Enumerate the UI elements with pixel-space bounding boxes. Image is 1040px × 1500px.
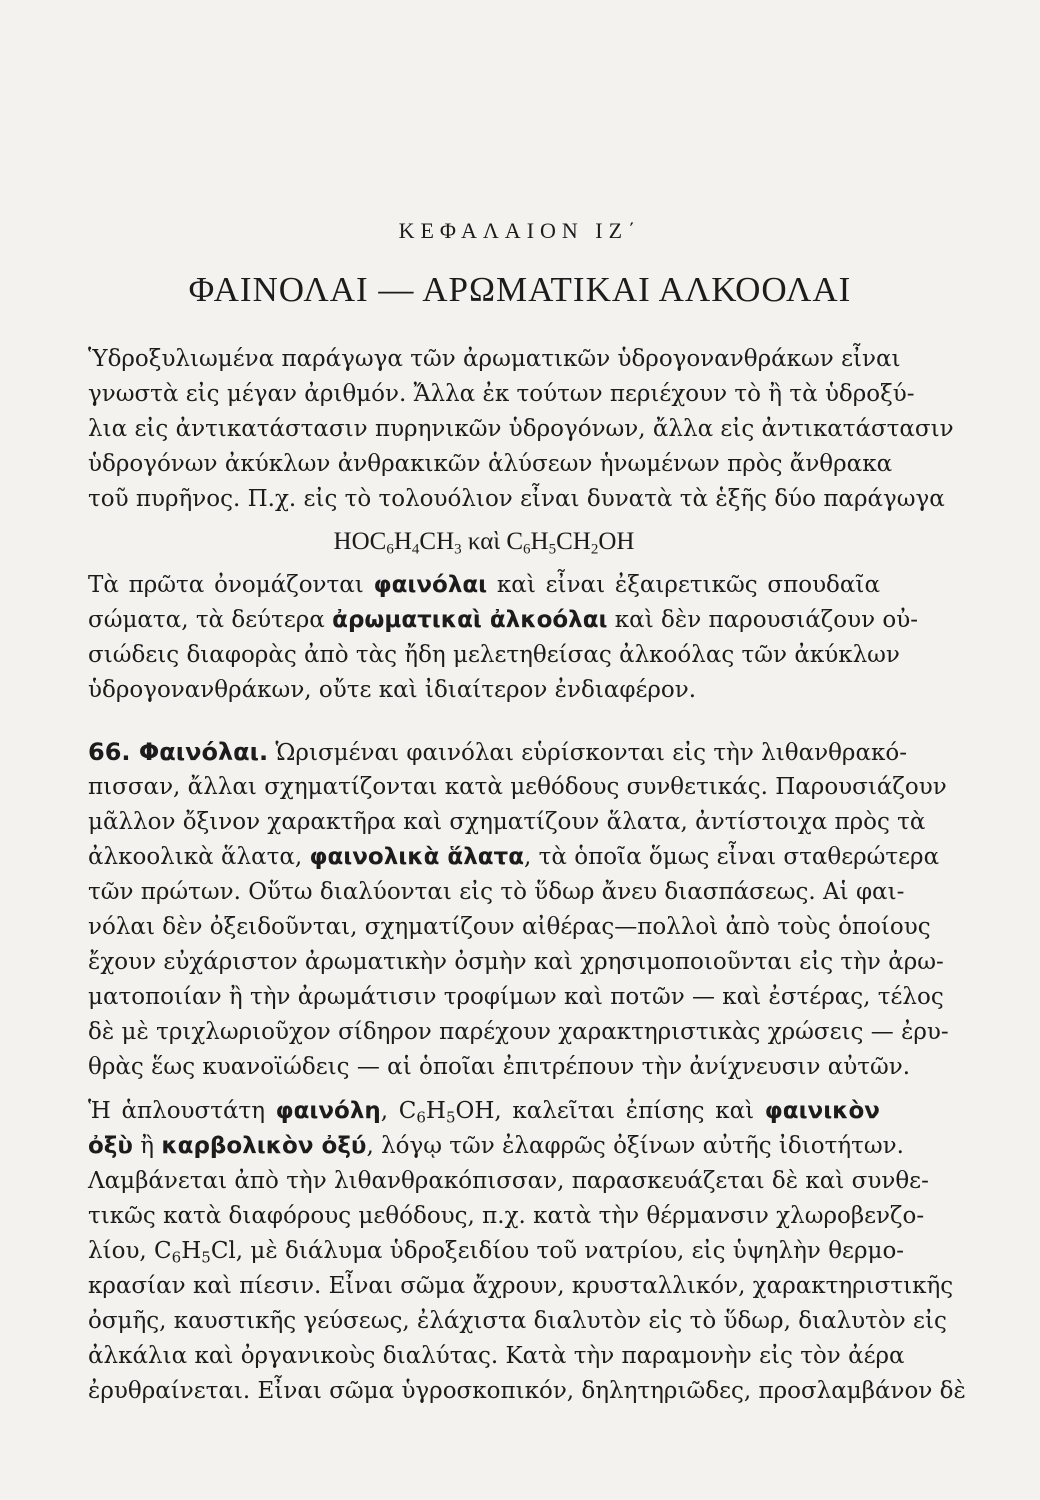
text-segment: , λόγῳ τῶν ἐλαφρῶς ὀξίνων αὐτῆς ἰδιοτήτων. xyxy=(366,1133,904,1159)
subscript: 6 xyxy=(171,1248,182,1267)
text-segment: καὶ δὲν παρουσιάζουν οὐ- xyxy=(607,607,918,633)
text-segment: CH xyxy=(556,528,591,555)
text-line xyxy=(88,1166,929,1196)
text-segment: Λαμβάνεται ἀπὸ τὴν λιθανθρακόπισσαν, παρασκευάζεται δὲ καὶ συνθε- xyxy=(88,1168,929,1194)
text-segment: Ἡ ἁπλουστάτη xyxy=(88,1098,276,1124)
text-segment: H xyxy=(425,1098,446,1124)
text-line xyxy=(88,1236,905,1267)
text-segment: ὀσμῆς, καυστικῆς γεύσεως, ἐλάχιστα διαλυτὸν εἰς τὸ ὕδωρ, διαλυτὸν εἰς xyxy=(88,1308,947,1334)
text-segment: γνωστὰ εἰς μέγαν ἀριθμόν. Ἄλλα ἐκ τούτων περιέχουν τὸ ἢ τὰ ὑδροξύ- xyxy=(88,381,915,407)
text-line xyxy=(88,1271,954,1301)
text-segment: σιώδεις διαφορὰς ἀπὸ τὰς ἤδη μελετηθείσας ἀλκοόλας τῶν ἀκύκλων xyxy=(88,642,900,668)
text-line xyxy=(88,1017,949,1047)
text-line xyxy=(88,947,944,977)
text-segment: καὶ xyxy=(461,528,507,555)
text-segment: Cl, μὲ διάλυμα ὑδροξειδίου τοῦ νατρίου, εἰς ὑψηλὴν θερμο- xyxy=(210,1238,905,1264)
text-segment: ματοποιίαν ἢ τὴν ἀρωμάτισιν τροφίμων καὶ ποτῶν — καὶ ἐστέρας, τέλος xyxy=(88,984,944,1010)
text-segment: τοῦ πυρῆνος. Π.χ. εἰς τὸ τολουόλιον εἶναι δυνατὰ τὰ ἑξῆς δύο παράγωγα xyxy=(88,486,945,512)
text-segment: , τὰ ὁποῖα ὅμως εἶναι σταθερώτερα xyxy=(524,844,940,870)
subscript: 6 xyxy=(523,541,531,558)
text-line xyxy=(88,605,918,635)
text-segment: νόλαι δὲν ὀξειδοῦνται, σχηματίζουν αἰθέρας—πολλοὶ ἀπὸ τοὺς ὁποίους xyxy=(88,914,931,940)
text-line xyxy=(88,1096,880,1126)
text-segment: HOC xyxy=(333,528,387,555)
text-line xyxy=(88,414,954,444)
text-segment: OH, καλεῖται ἐπίσης καὶ xyxy=(455,1098,765,1124)
text-line xyxy=(88,344,901,374)
text-segment: λια εἰς ἀντικατάστασιν πυρηνικῶν ὑδρογόνων, ἄλλα εἰς ἀντικατάστασιν xyxy=(88,416,954,442)
text-segment: ἢ xyxy=(132,1133,162,1159)
text-segment: πισσαν, ἄλλαι σχηματίζονται κατὰ μεθόδους συνθετικάς. Παρουσιάζουν xyxy=(88,774,947,800)
text-segment: H xyxy=(393,528,412,555)
text-segment: τῶν πρώτων. Οὕτω διαλύονται εἰς τὸ ὕδωρ ἄνευ διασπάσεως. Αἱ φαι- xyxy=(88,879,905,905)
subscript: 2 xyxy=(590,541,599,558)
text-line xyxy=(88,772,947,802)
bold-term: φαινικὸν xyxy=(764,1098,880,1124)
section-heading: 66. Φαινόλαι. xyxy=(88,738,269,766)
text-line xyxy=(88,1052,911,1082)
text-line xyxy=(88,737,907,768)
chapter-heading: ΚΕΦΑΛΑΙΟΝ ΙΖ΄ xyxy=(398,218,642,243)
text-segment: CH xyxy=(419,528,455,555)
chemical-formula xyxy=(88,527,880,557)
subscript: 3 xyxy=(454,541,462,558)
bold-term: φαινόλη xyxy=(275,1098,381,1124)
text-segment: ἔχουν εὐχάριστον ἀρωματικὴν ὀσμὴν καὶ χρησιμοποιοῦνται εἰς τὴν ἀρω- xyxy=(88,949,944,975)
text-segment: C xyxy=(506,528,524,555)
subscript: 5 xyxy=(201,1248,211,1267)
subscript: 5 xyxy=(548,541,557,558)
subscript: 6 xyxy=(416,1108,426,1127)
text-line xyxy=(88,1201,925,1231)
text-line xyxy=(88,449,893,479)
text-line xyxy=(88,877,905,907)
chapter-title: ΦΑΙΝΟΛΑΙ — ΑΡΩΜΑΤΙΚΑΙ ΑΛΚΟΟΛΑΙ xyxy=(188,270,852,309)
bold-term: φαινολικὰ ἅλατα xyxy=(309,844,525,870)
text-segment: ἀλκοολικὰ ἅλατα, xyxy=(88,844,310,870)
text-segment: σώματα, τὰ δεύτερα xyxy=(88,607,333,633)
text-segment: ὑδρογόνων ἀκύκλων ἀνθρακικῶν ἁλύσεων ἡνωμένων πρὸς ἄνθρακα xyxy=(88,451,893,477)
text-segment: H xyxy=(181,1238,202,1264)
bold-term: καρβολικὸν ὀξύ xyxy=(161,1133,367,1159)
text-line xyxy=(88,1341,905,1371)
text-line xyxy=(88,807,926,837)
text-segment: , C xyxy=(380,1098,417,1124)
text-line xyxy=(88,570,880,600)
text-segment: μᾶλλον ὄξινον χαρακτῆρα καὶ σχηματίζουν ἅλατα, ἀντίστοιχα πρὸς τὰ xyxy=(88,809,926,835)
text-line xyxy=(88,484,945,514)
text-segment: τικῶς κατὰ διαφόρους μεθόδους, π.χ. κατὰ τὴν θέρμανσιν χλωροβενζο- xyxy=(88,1203,925,1229)
text-line xyxy=(88,1306,947,1336)
text-line xyxy=(88,912,931,942)
text-segment: ἐρυθραίνεται. Εἶναι σῶμα ὑγροσκοπικόν, δηλητηριῶδες, προσλαμβάνον δὲ xyxy=(88,1378,966,1404)
text-line xyxy=(88,640,900,670)
text-segment: H xyxy=(530,528,549,555)
text-segment: ὑδρογονανθράκων, οὔτε καὶ ἰδιαίτερον ἐνδιαφέρον. xyxy=(88,677,697,703)
text-segment: Τὰ πρῶτα ὀνομάζονται xyxy=(88,572,374,598)
text-line xyxy=(88,1131,904,1161)
text-segment: Ὑδροξυλιωμένα παράγωγα τῶν ἀρωματικῶν ὑδρογονανθράκων εἶναι xyxy=(88,346,901,372)
bold-term: φαινόλαι xyxy=(373,572,488,598)
text-segment: OH xyxy=(598,528,635,555)
subscript: 6 xyxy=(386,541,394,558)
text-segment: καὶ εἶναι ἐξαιρετικῶς σπουδαῖα xyxy=(487,572,880,598)
text-line xyxy=(88,982,944,1012)
text-line xyxy=(88,379,915,409)
text-line xyxy=(88,675,880,705)
bold-term: ὀξὺ xyxy=(88,1133,133,1159)
text-segment: λίου, C xyxy=(88,1238,172,1264)
text-segment: θρὰς ἕως κυανοϊώδεις — αἱ ὁποῖαι ἐπιτρέπουν τὴν ἀνίχνευσιν αὐτῶν. xyxy=(88,1054,911,1080)
text-segment: δὲ μὲ τριχλωριοῦχον σίδηρον παρέχουν χαρακτηριστικὰς χρώσεις — ἐρυ- xyxy=(88,1019,949,1045)
text-segment: κρασίαν καὶ πίεσιν. Εἶναι σῶμα ἄχρουν, κρυσταλλικόν, χαρακτηριστικῆς xyxy=(88,1273,954,1299)
subscript: 5 xyxy=(445,1108,456,1127)
text-segment: ἀλκάλια καὶ ὀργανικοὺς διαλύτας. Κατὰ τὴν παραμονὴν εἰς τὸν ἀέρα xyxy=(88,1343,905,1369)
bold-term: ἀρωματικαὶ ἀλκοόλαι xyxy=(332,607,608,633)
subscript: 4 xyxy=(411,541,420,558)
text-line xyxy=(88,842,940,872)
text-line xyxy=(88,1376,966,1406)
text-segment: Ὡρισμέναι φαινόλαι εὑρίσκονται εἰς τὴν λιθανθρακό- xyxy=(268,740,907,766)
